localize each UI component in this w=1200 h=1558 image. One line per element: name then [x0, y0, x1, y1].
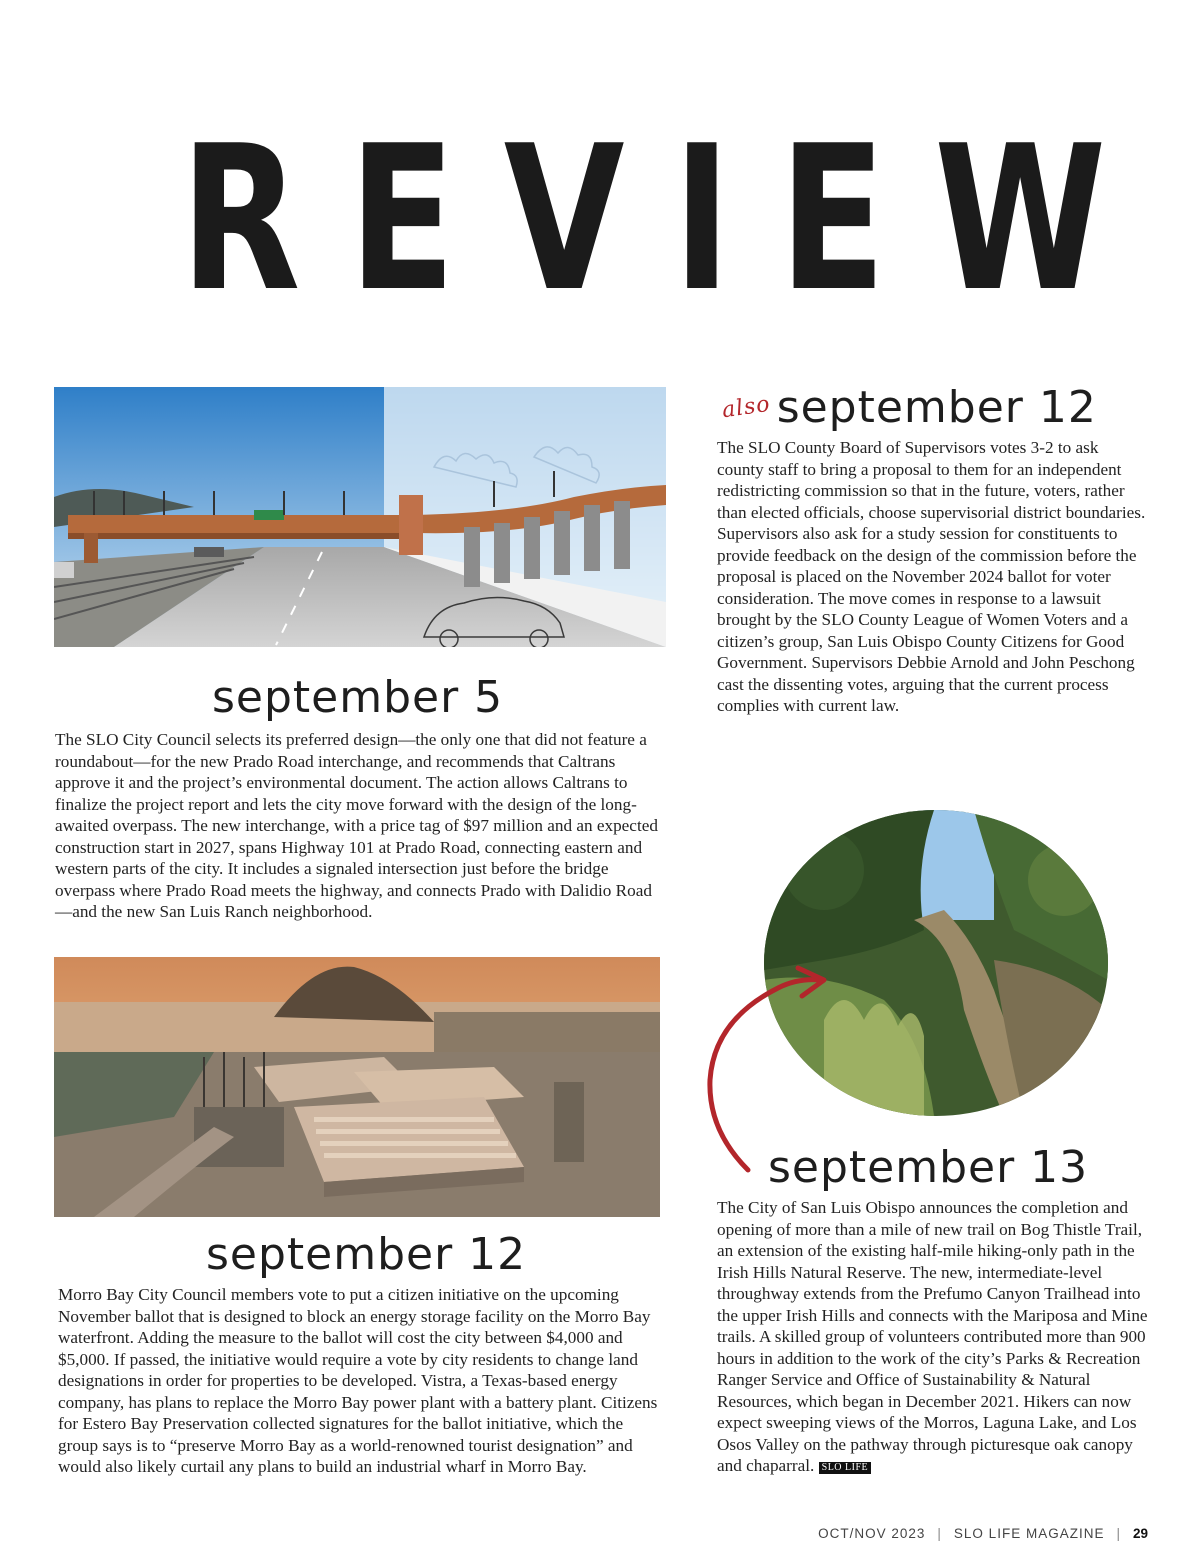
story-september-13 [717, 1197, 1149, 1477]
page-footer [818, 1526, 1148, 1541]
footer-separator: | [1116, 1526, 1121, 1541]
headline-also-september-12 [720, 382, 1097, 433]
story-september-13-text: The City of San Luis Obispo announces the completion and opening of more than a mile of new trail on Bog Thistle Trail, an extension of the existing half-mile hiking-only path in the Irish Hills Natural Reserve. The new, intermediate-level throughway extends from the Prefumo Canyon Trailhead into the upper Irish Hills and connects with the Mariposa and Mine trails. A skilled group of volunteers contributed more than 900 hours in addition to the work of the city’s Parks & Recreation Ranger Service and Office of Sustainability & Natural Resources, which began in December 2021. Hikers can now expect sweeping views of the Morros, Laguna Lake, and Los Osos Valley on the pathway through picturesque oak canopy and chaparral. [717, 1198, 1148, 1475]
footer-separator: | [937, 1526, 942, 1541]
footer-magazine: SLO LIFE MAGAZINE [953, 1526, 1105, 1541]
story-september-12: Morro Bay City Council members vote to put a citizen initiative on the upcoming November ballot that is designed to block an energy storage facility on the Morro Bay waterfront. Adding the measure to the ballot will cost the city between $4,000 and $5,000. If passed, the initiative would require a vote by city residents to change land designations in order for properties to be developed. Vistra, a Texas-based energy company, has plans to replace the Morro Bay power plant with a battery plant. Citizens for Estero Bay Preservation collected signatures for the ballot initiative, which the group says is to “preserve Morro Bay as a world-renowned tourist designation” and would also likely curtail any plans to build an industrial wharf in Morro Bay. [58, 1285, 658, 1476]
headline-september-13: september 13 [768, 1142, 1089, 1193]
battery-plant-rendering [54, 957, 660, 1217]
masthead-title: REVIEW [180, 103, 1155, 336]
story-also-september-12: The SLO County Board of Supervisors votes 3-2 to ask county staff to bring a proposal to them for an independent redistricting commission so that in the future, voters, rather than elected officials, choose supervisorial district boundaries. Supervisors also ask for a study session for constituents to provide feedback on the design of the commission before the proposal is placed on the November 2024 ballot for voter consideration. The move comes in response to a lawsuit brought by the SLO County League of Women Voters and a citizen’s group, San Luis Obispo County Citizens for Good Government. Supervisors Debbie Arnold and John Peschong cast the dissenting votes, arguing that the current process complies with current law. [717, 438, 1146, 715]
footer-issue: OCT/NOV 2023 [818, 1526, 926, 1541]
interchange-rendering [54, 387, 666, 647]
slo-life-end-mark: SLO LIFE [819, 1462, 872, 1474]
story-september-5: The SLO City Council selects its preferred design—the only one that did not feature a roundabout—for the new Prado Road interchange, and recommends that Caltrans approve it and the project’s environmental document. The action allows Caltrans to finalize the project report and lets the city move forward with the design of the long-awaited overpass. The new interchange, with a price tag of $97 million and an expected construction start in 2027, spans Highway 101 at Prado Road, connecting eastern and western parts of the city. It includes a signaled intersection just before the bridge overpass where Prado Road meets the highway, and connects Prado with Dalidio Road—and the new San Luis Ranch neighborhood. [55, 730, 658, 921]
headline-september-12: september 12 [206, 1229, 527, 1280]
headline-date: september 12 [776, 382, 1097, 433]
headline-september-5: september 5 [212, 672, 504, 723]
page-number: 29 [1132, 1526, 1148, 1541]
also-label: also [720, 391, 773, 424]
